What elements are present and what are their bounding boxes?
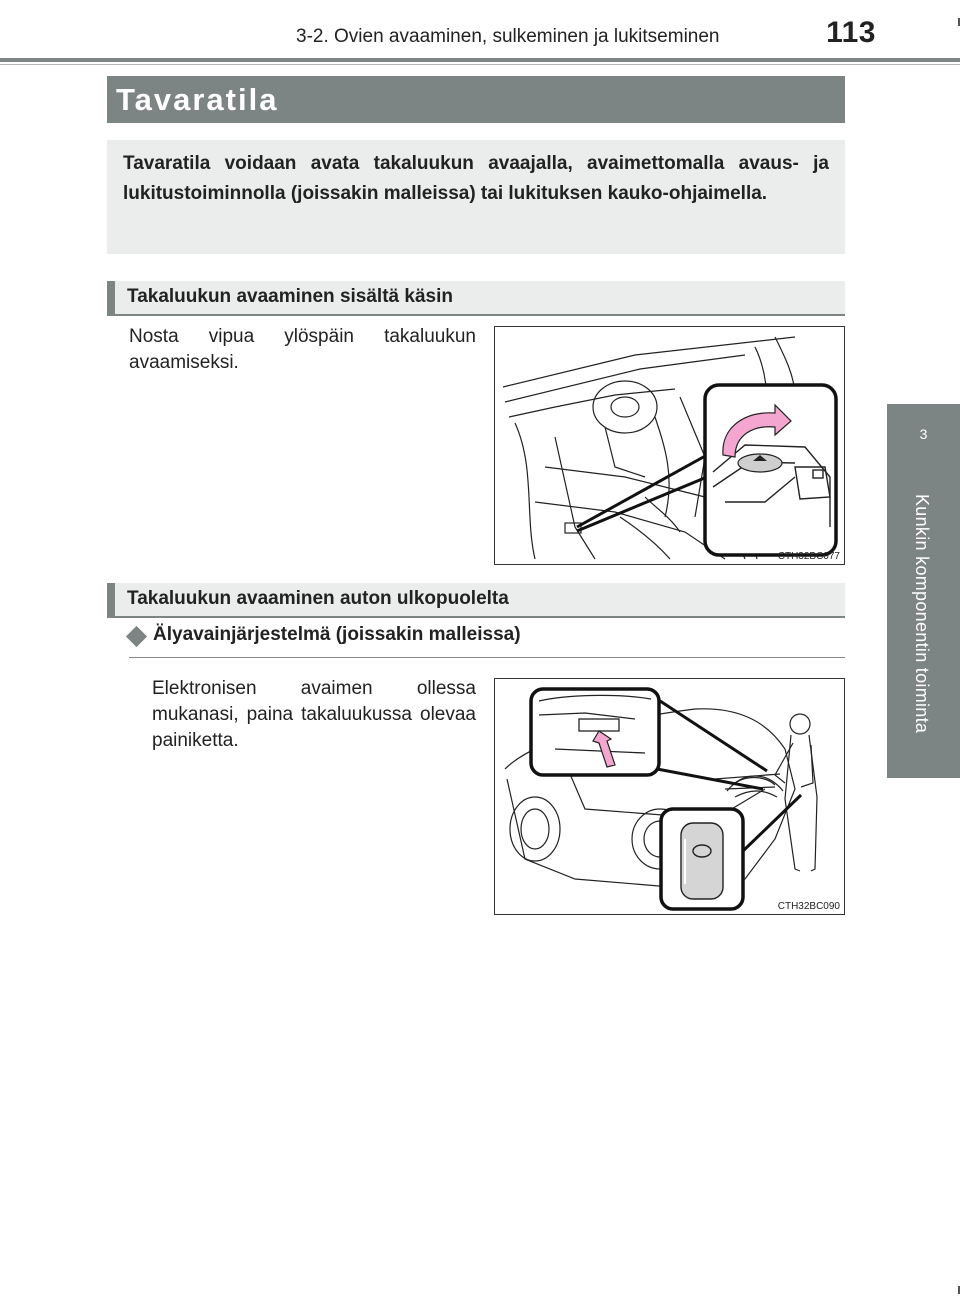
section-text: Elektronisen avaimen ollessa mukanasi, paina takaluukussa olevaa painiketta. xyxy=(152,678,476,751)
intro-box xyxy=(107,140,845,254)
figure-code: CTH32BC090 xyxy=(777,901,840,912)
section-heading-bar xyxy=(107,583,845,618)
heading-accent xyxy=(107,583,115,616)
section-heading: Takaluukun avaaminen sisältä käsin xyxy=(127,286,453,307)
section-heading-bar xyxy=(107,281,845,316)
page-title: Tavaratila xyxy=(116,82,279,117)
interior-lever-illustration xyxy=(494,326,845,565)
smart-key-illustration xyxy=(494,678,845,915)
heading-accent xyxy=(107,281,115,314)
chapter-number: 3 xyxy=(919,426,928,442)
page-number: 113 xyxy=(826,16,876,49)
bullet-heading-text: Älyavainjärjestelmä (joissakin malleissa) xyxy=(153,624,521,645)
chapter-title: Kunkin komponentin toiminta xyxy=(912,494,932,734)
section-text: Nosta vipua ylöspäin takaluukun avaamiseksi. xyxy=(129,326,476,373)
page-title-bar xyxy=(107,76,845,123)
diamond-bullet-icon xyxy=(126,626,147,647)
chapter-tab xyxy=(887,404,960,778)
bullet-rule xyxy=(129,657,845,658)
header-rule-thin xyxy=(0,64,960,65)
header-rule xyxy=(0,58,960,62)
figure-code: CTH32BC077 xyxy=(777,551,840,562)
section-heading: Takaluukun avaaminen auton ulkopuolelta xyxy=(127,588,509,609)
intro-text: Tavaratila voidaan avata takaluukun avaajalla, avaimettomalla avaus- ja lukitustoiminnolla (joissakin malleissa) tai lukituksen kauko-ohjaimella. xyxy=(123,153,829,204)
running-header: 3-2. Ovien avaaminen, sulkeminen ja lukitseminen xyxy=(296,26,720,47)
